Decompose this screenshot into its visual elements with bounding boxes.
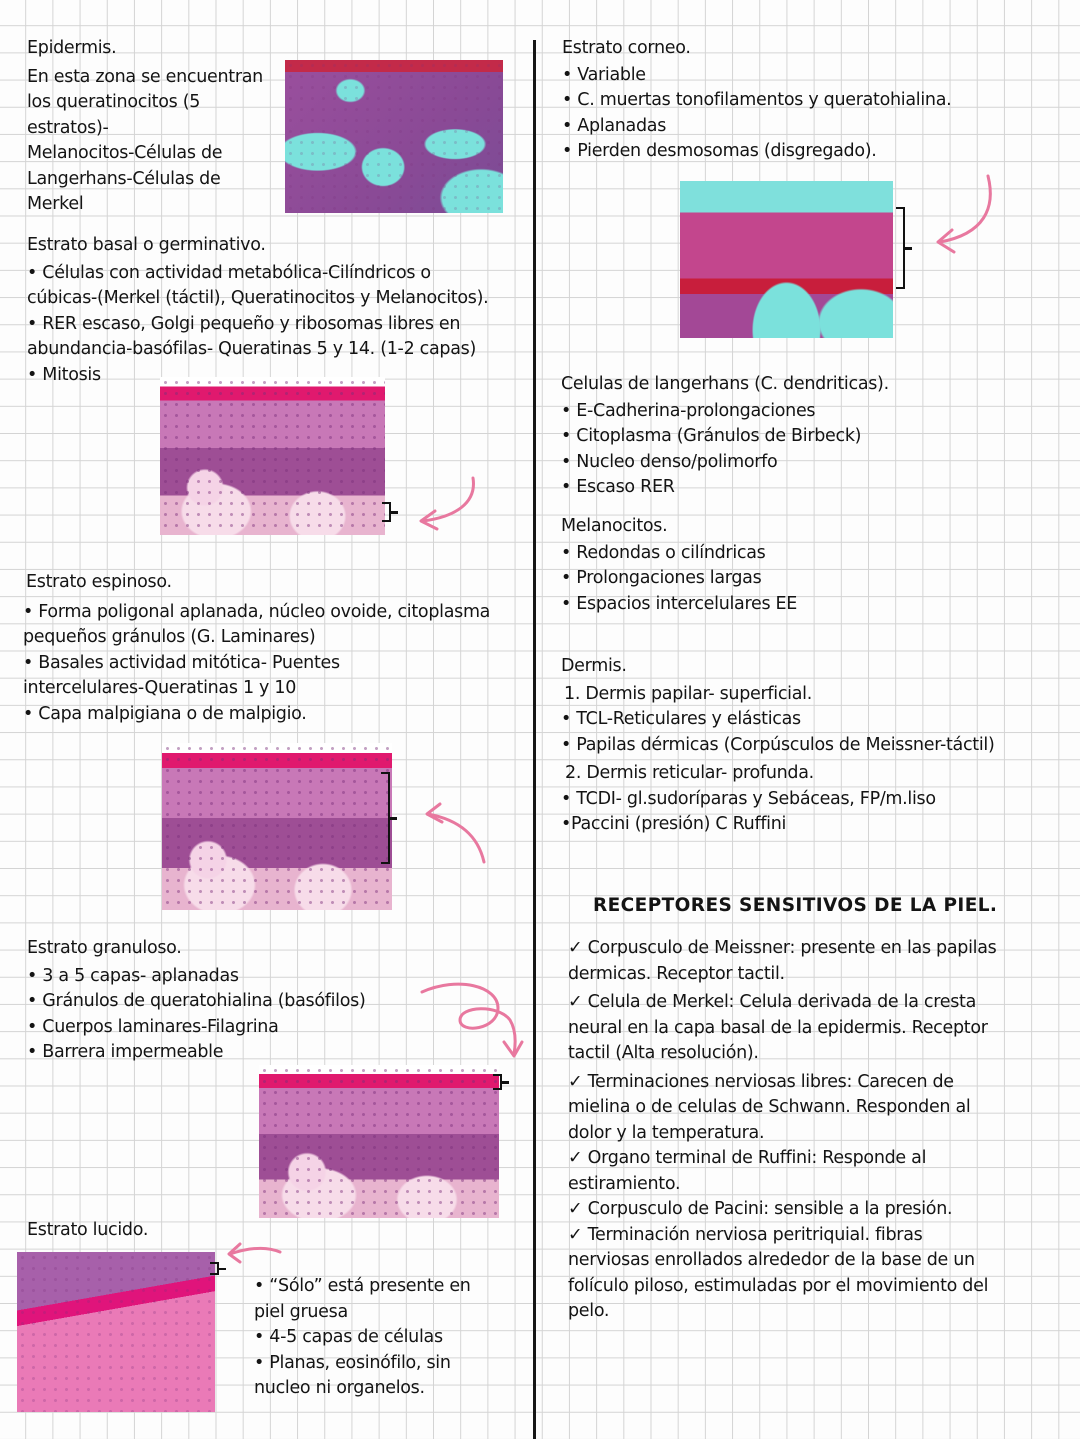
- lucido-title-block: [27, 1218, 148, 1244]
- text-line: ✓ Terminaciones nerviosas libres: Carecen de: [568, 1071, 954, 1092]
- text-line: • Citoplasma (Gránulos de Birbeck): [561, 426, 862, 446]
- text-line: • Células con actividad metabólica-Cilíndricos o: [27, 262, 431, 283]
- loop-arrow-icon: [418, 980, 528, 1062]
- granuloso-section: [27, 936, 366, 1066]
- text-line: estratos)-: [27, 117, 109, 138]
- text-line: • 3 a 5 capas- aplanadas: [27, 965, 239, 986]
- receptores-section: [568, 936, 996, 1325]
- text-line: 1. Dermis papilar- superficial.: [564, 683, 812, 704]
- section-title: Dermis.: [561, 656, 627, 676]
- granuloso-micrograph: [259, 1065, 499, 1218]
- text-line: ✓ Organo terminal de Ruffini: Responde al: [568, 1148, 927, 1168]
- text-line: • Escaso RER: [561, 477, 675, 497]
- text-line: • Papilas dérmicas (Corpúsculos de Meissner-táctil): [561, 734, 995, 755]
- section-title: Estrato basal o germinativo.: [27, 235, 266, 255]
- text-line: tactil (Alta resolución).: [568, 1043, 759, 1063]
- text-line: nerviosas enrollados alrededor de la base de un: [568, 1250, 975, 1270]
- text-line: nucleo ni organelos.: [254, 1378, 425, 1398]
- text-line: • Capa malpigiana o de malpigio.: [23, 703, 307, 724]
- curved-arrow-icon: [415, 475, 485, 535]
- curved-arrow-icon: [420, 800, 490, 865]
- langerhans-section: [561, 372, 889, 501]
- corneo-micrograph: [680, 181, 893, 338]
- text-line: dermicas. Receptor tactil.: [568, 963, 785, 984]
- epidermis-micrograph: [285, 60, 503, 213]
- text-line: • Mitosis: [27, 364, 101, 385]
- basal-micrograph: [160, 377, 385, 535]
- text-line: • Prolongaciones largas: [561, 568, 762, 588]
- text-line: • Espacios intercelulares EE: [561, 593, 798, 614]
- text-line: • 4-5 capas de células: [254, 1327, 443, 1347]
- text-line: cúbicas-(Merkel (táctil), Queratinocitos y Melanocitos).: [27, 288, 489, 308]
- bracket-marker: [382, 502, 391, 522]
- bracket-marker: [381, 772, 390, 864]
- text-line: neural en la capa basal de la epidermis. Receptor: [568, 1017, 988, 1038]
- left-arrow-icon: [222, 1240, 286, 1270]
- text-line: estiramiento.: [568, 1173, 681, 1194]
- text-line: ✓ Terminación nerviosa peritriquial. fibras: [568, 1224, 923, 1245]
- section-title: Estrato corneo.: [562, 38, 691, 58]
- text-line: • C. muertas tonofilamentos y queratohialina.: [562, 90, 952, 110]
- epidermis-section: [27, 36, 263, 218]
- lucido-section: [254, 1274, 471, 1402]
- text-line: • E-Cadherina-prolongaciones: [561, 400, 816, 421]
- text-line: mielina o de celulas de Schwann. Responden al: [568, 1097, 971, 1117]
- text-line: folículo piloso, estimuladas por el movimiento del: [568, 1275, 989, 1296]
- corneo-section: [562, 36, 951, 165]
- text-line: abundancia-basófilas- Queratinas 5 y 14. (1-2 capas): [27, 339, 476, 359]
- bracket-marker: [896, 207, 905, 289]
- text-line: • Forma poligonal aplanada, núcleo ovoide, citoplasma: [23, 601, 491, 622]
- text-line: dolor y la temperatura.: [568, 1122, 765, 1143]
- text-line: • Variable: [562, 64, 646, 85]
- text-line: 2. Dermis reticular- profunda.: [565, 763, 814, 783]
- lucido-micrograph: [17, 1252, 215, 1412]
- text-line: • Cuerpos laminares-Filagrina: [27, 1016, 279, 1037]
- text-line: los queratinocitos (5: [27, 92, 201, 112]
- text-line: ✓ Celula de Merkel: Celula derivada de la cresta: [568, 992, 976, 1012]
- text-line: • TCDI- gl.sudoríparas y Sebáceas, FP/m.liso: [561, 788, 936, 809]
- basal-section: [27, 233, 488, 388]
- text-line: Langerhans-Células de: [27, 168, 221, 189]
- text-line: • Aplanadas: [562, 115, 667, 136]
- text-line: • Barrera impermeable: [27, 1042, 224, 1062]
- column-divider: [533, 40, 536, 1439]
- text-line: pequeños gránulos (G. Laminares): [23, 627, 316, 647]
- text-line: • Redondas o cilíndricas: [561, 542, 766, 563]
- text-line: Merkel: [27, 194, 84, 214]
- receptores-heading: RECEPTORES SENSITIVOS DE LA PIEL.: [593, 895, 998, 916]
- text-line: ✓ Corpusculo de Pacini: sensible a la presión.: [568, 1199, 953, 1219]
- text-line: •Paccini (presión) C Ruffini: [561, 814, 787, 834]
- text-line: • RER escaso, Golgi pequeño y ribosomas libres en: [27, 313, 461, 334]
- text-line: • “Sólo” está presente en: [254, 1276, 471, 1296]
- section-title: Celulas de langerhans (C. dendriticas).: [561, 374, 889, 394]
- text-line: ✓ Corpusculo de Meissner: presente en las papilas: [568, 938, 997, 958]
- section-title: Epidermis.: [27, 38, 117, 58]
- melanocitos-section: [561, 514, 797, 617]
- text-line: pelo.: [568, 1301, 610, 1321]
- text-line: • Pierden desmosomas (disgregado).: [562, 141, 877, 161]
- text-line: • Gránulos de queratohialina (basófilos): [27, 991, 366, 1011]
- section-title: Estrato lucido.: [27, 1220, 149, 1240]
- bracket-marker: [493, 1074, 502, 1090]
- dermis-section: [561, 654, 995, 838]
- text-line: • Nucleo denso/polimorfo: [561, 451, 778, 472]
- espinoso-micrograph: [162, 743, 392, 910]
- espinoso-section: [23, 570, 490, 727]
- text-line: piel gruesa: [254, 1301, 348, 1322]
- text-line: • Basales actividad mitótica- Puentes: [23, 652, 340, 673]
- section-title: Melanocitos.: [561, 516, 668, 536]
- text-line: • TCL-Reticulares y elásticas: [561, 709, 801, 729]
- section-title: Estrato espinoso.: [26, 572, 172, 592]
- text-line: • Planas, eosinófilo, sin: [254, 1352, 451, 1373]
- text-line: En esta zona se encuentran: [27, 66, 263, 87]
- text-line: Melanocitos-Células de: [27, 143, 223, 163]
- section-title: Estrato granuloso.: [27, 938, 182, 958]
- curved-arrow-icon: [930, 172, 1002, 254]
- bracket-marker: [210, 1262, 219, 1275]
- text-line: intercelulares-Queratinas 1 y 10: [23, 678, 297, 698]
